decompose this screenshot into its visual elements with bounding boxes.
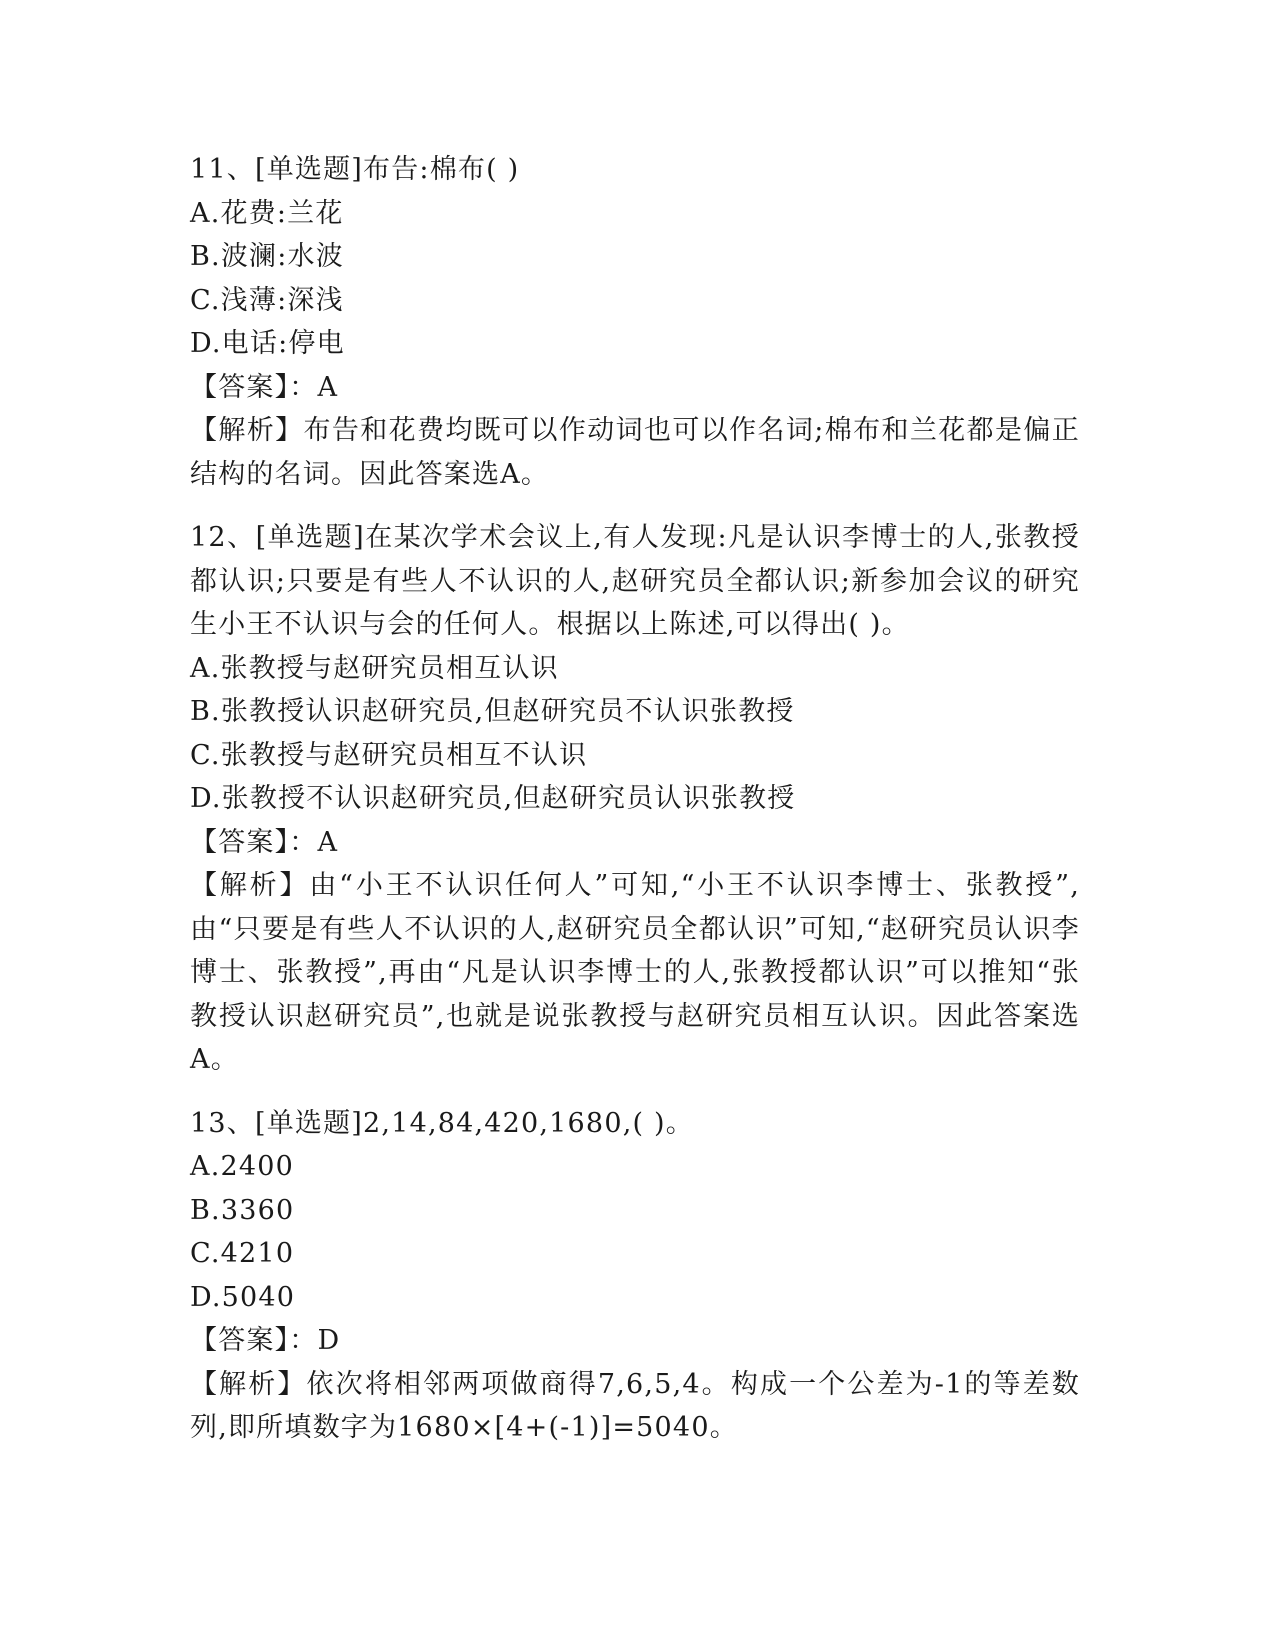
answer-label: 【答案】：: [190, 826, 318, 858]
question-stem: 13、[单选题]2,14,84,420,1680,( )。: [190, 1107, 694, 1139]
option-d: D.电话:停电: [190, 328, 345, 359]
answer-value: D: [317, 1325, 341, 1356]
document-page: [190, 148, 1080, 1450]
option-c: C.4210: [190, 1238, 295, 1269]
answer-line: [190, 366, 1080, 410]
option-d: D.5040: [190, 1281, 296, 1313]
option-b: B.波澜:水波: [190, 241, 344, 272]
question-stem: 11、[单选题]布告:棉布( ): [190, 154, 520, 185]
option-d: D.张教授不认识赵研究员,但赵研究员认识张教授: [190, 783, 796, 814]
question-12: [190, 516, 1080, 1082]
option-b: B.3360: [190, 1194, 295, 1226]
analysis-line: [190, 864, 1080, 1082]
question-11: [190, 148, 1080, 496]
question-stem: 12、[单选题]在某次学术会议上,有人发现:凡是认识李博士的人,张教授都认识;只要是有些人不认识的人,赵研究员全都认识;新参加会议的研究生小王不认识与会的任何人。根据以上陈述,可以得出( )。: [190, 522, 1080, 640]
option-b: B.张教授认识赵研究员,但赵研究员不认识张教授: [190, 696, 795, 727]
answer-line: [190, 1319, 1080, 1363]
analysis-label: 【解析】: [190, 1368, 307, 1400]
answer-label: 【答案】：: [190, 371, 318, 403]
option-c: C.浅薄:深浅: [190, 284, 344, 316]
answer-line: [190, 821, 1080, 865]
answer-value: A: [317, 826, 339, 858]
option-c: C.张教授与赵研究员相互不认识: [190, 739, 588, 771]
answer-value: A: [317, 371, 339, 403]
analysis-label: 【解析】: [190, 415, 304, 446]
analysis-line: [190, 409, 1080, 496]
option-a: A.花费:兰花: [190, 197, 344, 229]
analysis-text: 布告和花费均既可以作动词也可以作名词;棉布和兰花都是偏正结构的名词。因此答案选A。: [190, 415, 1080, 490]
analysis-label: 【解析】: [190, 870, 310, 901]
analysis-text: 由“小王不认识任何人”可知,“小王不认识李博士、张教授”,由“只要是有些人不认识的人,赵研究员全都认识”可知,“赵研究员认识李博士、张教授”,再由“凡是认识李博士的人,张教授都认识”可以推知“张教授认识赵研究员”,也就是说张教授与赵研究员相互认识。因此答案选A。: [190, 870, 1080, 1075]
question-13: [190, 1102, 1080, 1450]
option-a: A.2400: [190, 1151, 294, 1182]
analysis-line: [190, 1363, 1080, 1450]
option-a: A.张教授与赵研究员相互认识: [190, 652, 559, 684]
analysis-text: 依次将相邻两项做商得7,6,5,4。构成一个公差为-1的等差数列,即所填数字为1680×[4+(-1)]=5040。: [190, 1368, 1080, 1443]
answer-label: 【答案】：: [190, 1325, 318, 1356]
